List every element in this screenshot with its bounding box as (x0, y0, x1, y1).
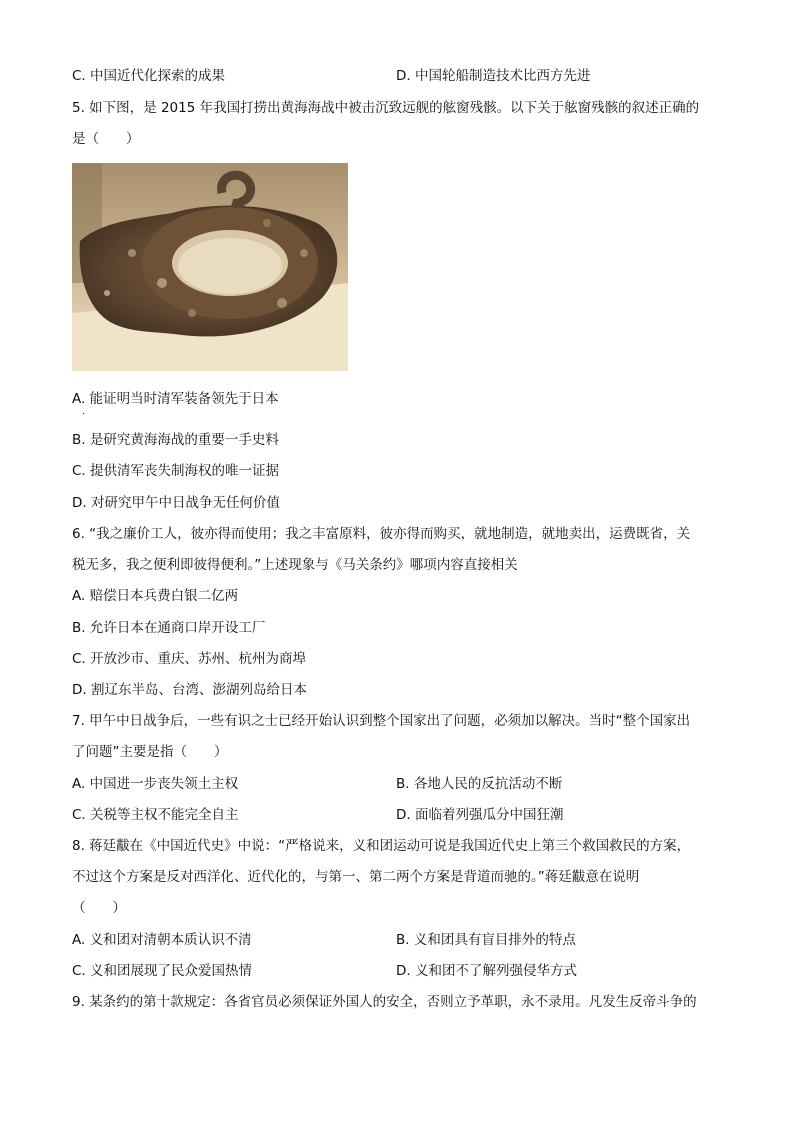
q6-stem-line1: 6. “我之廉价工人，彼亦得而使用；我之丰富原料，彼亦得而购买，就地制造，就地卖出，运费既省，关 (72, 526, 691, 542)
q7-stem-line2: 了问题”主要是指（ ） (72, 744, 228, 760)
q7-option-d: D. 面临着列强瓜分中国狂潮 (396, 807, 564, 823)
q5-stem-line2: 是（ ） (72, 131, 140, 147)
q4-option-d: D. 中国轮船制造技术比西方先进 (396, 68, 591, 84)
q6-option-c: C. 开放沙市、重庆、苏州、杭州为商埠 (72, 651, 307, 667)
q5-option-a: A. 能证明当时清军装备领先于日本 (72, 391, 279, 407)
q5-option-c: C. 提供清军丧失制海权的唯一证据 (72, 463, 280, 479)
q6-option-a: A. 赔偿日本兵费白银二亿两 (72, 588, 239, 604)
stray-dot: · (82, 409, 86, 420)
q6-option-d: D. 割辽东半岛、台湾、澎湖列岛给日本 (72, 682, 307, 698)
q7-option-b: B. 各地人民的反抗活动不断 (396, 776, 563, 792)
q8-stem-line1: 8. 蒋廷黻在《中国近代史》中说：“严格说来，义和团运动可说是我国近代史上第三个救国救民的方案， (72, 838, 691, 854)
q8-option-b: B. 义和团具有盲目排外的特点 (396, 932, 576, 948)
q6-stem-line2: 税无多，我之便利即彼得便利。”上述现象与《马关条约》哪项内容直接相关 (72, 557, 518, 573)
q9-stem-line1: 9. 某条约的第十款规定：各省官员必须保证外国人的安全，否则立予革职，永不录用。凡发生反帝斗争的 (72, 994, 697, 1010)
q5-option-b: B. 是研究黄海海战的重要一手史料 (72, 432, 279, 448)
q8-stem-line2: 不过这个方案是反对西洋化、近代化的，与第一、第二两个方案是背道而驰的。”蒋廷黻意在说明 (72, 869, 640, 885)
q7-stem-line1: 7. 甲午中日战争后，一些有识之士已经开始认识到整个国家出了问题，必须加以解决。当时“整个国家出 (72, 713, 691, 729)
q7-option-a: A. 中国进一步丧失领土主权 (72, 776, 239, 792)
q5-stem-line1: 5. 如下图，是 2015 年我国打捞出黄海海战中被击沉致远舰的舷窗残骸。以下关于舷窗残骸的叙述正确的 (72, 100, 700, 116)
q8-option-d: D. 义和团不了解列强侵华方式 (396, 963, 577, 979)
q4-option-c: C. 中国近代化探索的成果 (72, 68, 226, 84)
q8-option-a: A. 义和团对清朝本质认识不清 (72, 932, 252, 948)
q5-option-d: D. 对研究甲午中日战争无任何价值 (72, 495, 280, 511)
q8-option-c: C. 义和团展现了民众爱国热情 (72, 963, 253, 979)
q8-stem-line3: （ ） (72, 900, 126, 916)
q6-option-b: B. 允许日本在通商口岸开设工厂 (72, 620, 266, 636)
porthole-relic-photo (72, 163, 348, 371)
q7-option-c: C. 关税等主权不能完全自主 (72, 807, 239, 823)
